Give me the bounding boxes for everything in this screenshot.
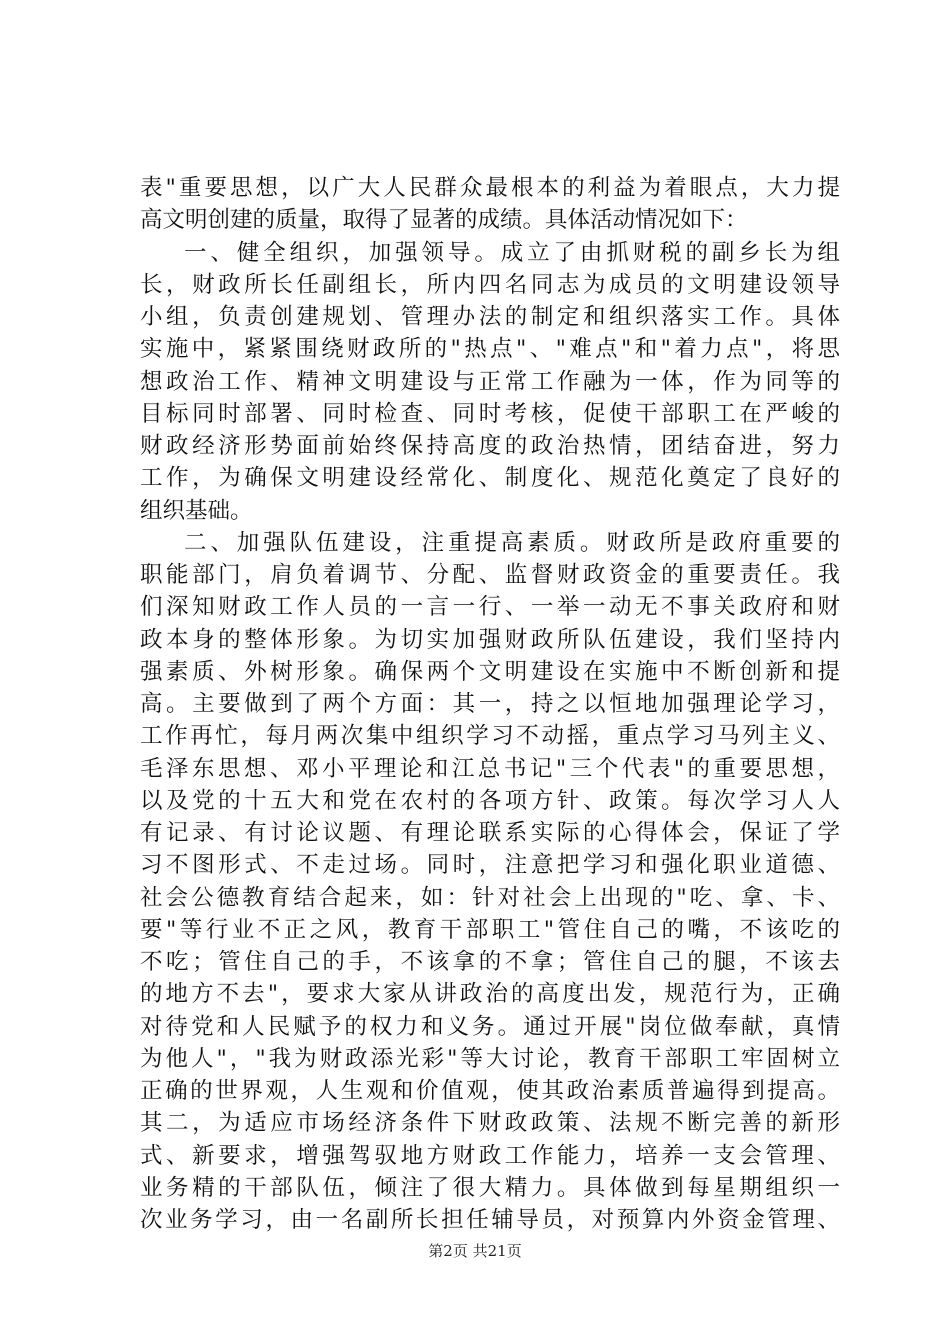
text-line: 不吃；管住自己的手，不该拿的不拿；管住自己的腿，不该去 xyxy=(140,949,840,975)
text-line: 要"等行业不正之风，教育干部职工"管住自己的嘴，不该吃的 xyxy=(140,916,840,943)
text-line: 想政治工作、精神文明建设与正常工作融为一体，作为同等的 xyxy=(140,368,840,395)
text-line: 毛泽东思想、邓小平理论和江总书记"三个代表"的重要思想， xyxy=(140,755,840,782)
text-line: 职能部门，肩负着调节、分配、监督财政资金的重要责任。我 xyxy=(140,562,840,588)
text-line: 社会公德教育结合起来，如：针对社会上出现的"吃、拿、卡、 xyxy=(140,884,840,911)
text-line: 实施中，紧紧围绕财政所的"热点"、"难点"和"着力点"，将思 xyxy=(140,336,840,363)
text-line: 们深知财政工作人员的一言一行、一举一动无不事关政府和财 xyxy=(140,594,840,621)
text-line: 习不图形式、不走过场。同时，注意把学习和强化职业道德、 xyxy=(140,852,840,879)
text-line: 表"重要思想，以广大人民群众最根本的利益为着眼点，大力提 xyxy=(140,175,840,201)
text-line: 强素质、外树形象。确保两个文明建设在实施中不断创新和提 xyxy=(140,658,840,685)
text-line: 有记录、有讨论议题、有理论联系实际的心得体会，保证了学 xyxy=(140,820,840,846)
text-line: 组织基础。 xyxy=(140,497,253,524)
text-line: 以及党的十五大和党在农村的各项方针、政策。每次学习人人 xyxy=(140,787,840,814)
text-line: 高文明创建的质量，取得了显著的成绩。具体活动情况如下： xyxy=(140,207,748,234)
text-line: 为他人"，"我为财政添光彩"等大讨论，教育干部职工牢固树立 xyxy=(140,1045,840,1072)
text-line: 其二，为适应市场经济条件下财政政策、法规不断完善的新形 xyxy=(140,1110,840,1137)
paragraph-first-line: 二、加强队伍建设，注重提高素质。财政所是政府重要的 xyxy=(184,529,840,556)
text-line: 式、新要求，增强驾驭地方财政工作能力，培养一支会管理、 xyxy=(140,1142,840,1169)
page-footer: 第2页 共21页 xyxy=(428,1242,522,1260)
text-line: 长，财政所长任副组长，所内四名同志为成员的文明建设领导 xyxy=(140,271,840,298)
text-line: 业务精的干部队伍，倾注了很大精力。具体做到每星期组织一 xyxy=(140,1174,840,1201)
paragraph-first-line: 一、健全组织，加强领导。成立了由抓财税的副乡长为组 xyxy=(184,239,840,266)
document-body xyxy=(140,172,840,1236)
text-line: 财政经济形势面前始终保持高度的政治热情，团结奋进，努力 xyxy=(140,433,840,459)
text-line: 的地方不去"，要求大家从讲政治的高度出发，规范行为，正确 xyxy=(140,981,840,1008)
text-line: 工作再忙，每月两次集中组织学习不动摇，重点学习马列主义、 xyxy=(140,723,840,750)
text-line: 对待党和人民赋予的权力和义务。通过开展"岗位做奉献，真情 xyxy=(140,1013,840,1040)
text-line: 高。主要做到了两个方面：其一，持之以恒地加强理论学习， xyxy=(140,691,840,717)
text-line: 工作，为确保文明建设经常化、制度化、规范化奠定了良好的 xyxy=(140,465,840,492)
text-line: 正确的世界观，人生观和价值观，使其政治素质普遍得到提高。 xyxy=(140,1078,840,1104)
text-line: 政本身的整体形象。为切实加强财政所队伍建设，我们坚持内 xyxy=(140,626,840,653)
text-line: 目标同时部署、同时检查、同时考核，促使干部职工在严峻的 xyxy=(140,400,840,427)
text-line: 小组，负责创建规划、管理办法的制定和组织落实工作。具体 xyxy=(140,304,840,330)
text-line: 次业务学习，由一名副所长担任辅导员，对预算内外资金管理、 xyxy=(140,1207,840,1233)
